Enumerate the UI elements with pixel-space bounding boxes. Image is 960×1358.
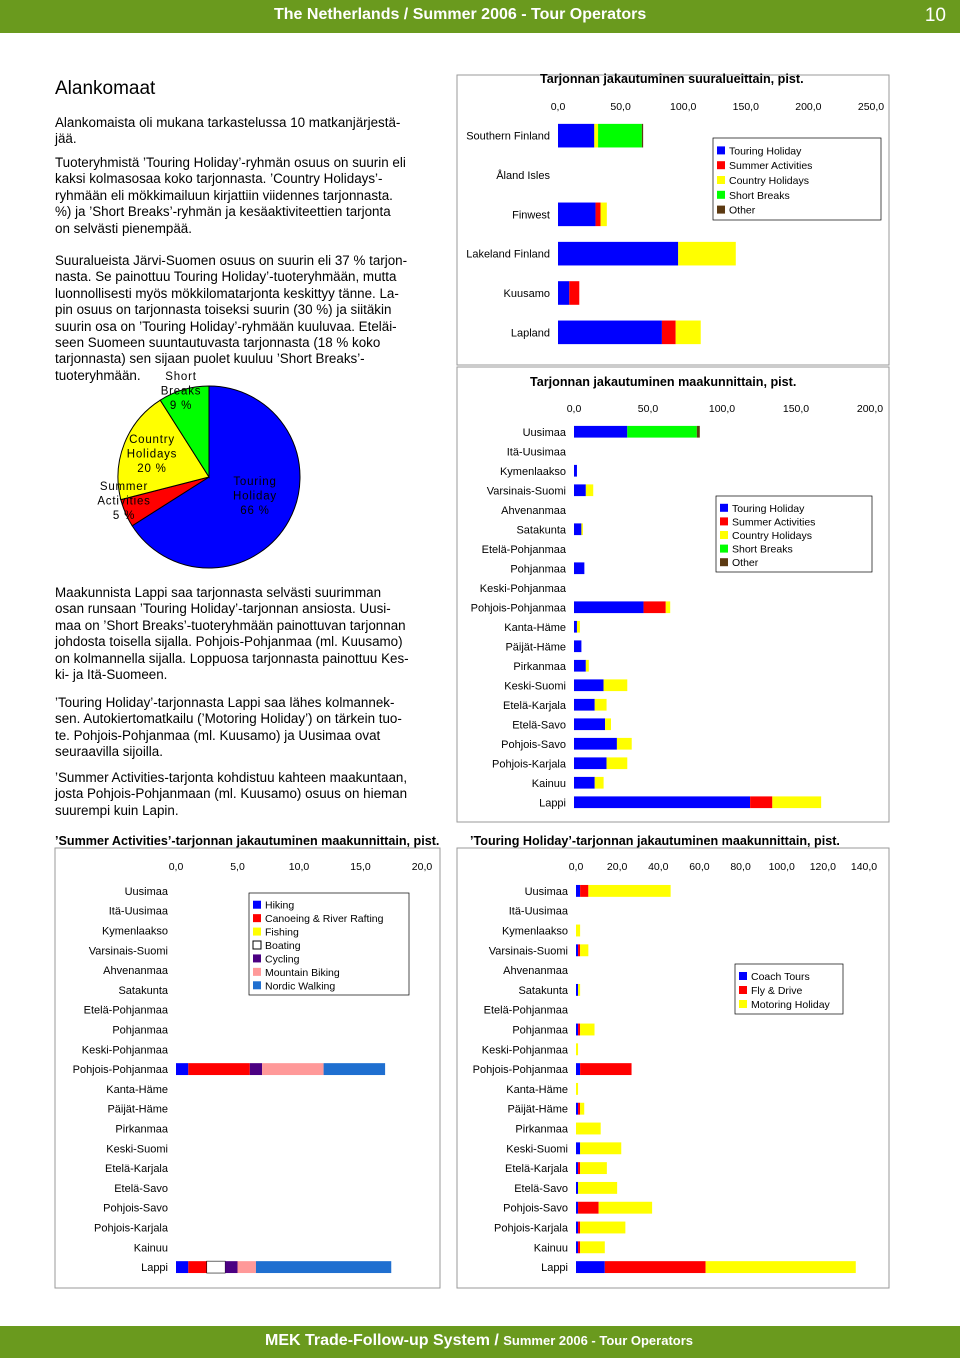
summer-bar-mountain-biking	[262, 1063, 324, 1075]
touring-category-label: Etelä-Karjala	[505, 1163, 568, 1176]
page-number: 10	[924, 5, 946, 26]
touring-bar-coach-tours	[576, 1202, 578, 1214]
paragraph-4: ’Touring Holiday’-tarjonnasta Lappi saa lähes kolmannek- sen. Autokiertomatkailu (’Motoring Holiday’) on tärkein tuo- te. Pohjois-Pohjanmaa (ml. Kuusamo) ja Uusimaa ovat seuraavilla sijoilla.	[55, 695, 402, 760]
summer-category-label: Varsinais-Suomi	[88, 945, 168, 958]
summer-title: ’Summer Activities’-tarjonnan jakautuminen maakunnittain, pist.	[55, 834, 440, 848]
regions-legend-label: Country Holidays	[729, 175, 809, 187]
footer-bar	[0, 1326, 960, 1358]
paragraph-0: Alankomaista oli mukana tarkastelussa 10 matkanjärjestä- jää.	[55, 115, 401, 147]
provinces-bar-touring-holiday	[574, 796, 750, 808]
provinces-bar-summer-activities	[750, 796, 772, 808]
touring-bar-coach-tours	[576, 1162, 578, 1174]
summer-bar-nordic-walking	[256, 1261, 391, 1273]
summer-category-label: Kainuu	[133, 1242, 168, 1255]
provinces-bar-country-holidays	[607, 757, 628, 769]
touring-category-label: Satakunta	[518, 984, 568, 997]
summer-category-label: Pirkanmaa	[115, 1123, 168, 1136]
summer-tick: 10,0	[288, 861, 310, 873]
regions-legend-swatch	[717, 176, 725, 184]
summer-category-label: Uusimaa	[124, 885, 168, 898]
summer-bar-hiking	[176, 1261, 188, 1273]
regions-bar-other	[642, 124, 643, 148]
regions-bar-touring-holiday	[558, 124, 594, 148]
provinces-bar-country-holidays	[586, 660, 589, 672]
provinces-bar-country-holidays	[617, 738, 632, 750]
provinces-legend-label: Summer Activities	[732, 516, 816, 529]
provinces-legend-swatch	[720, 558, 728, 566]
touring-tick: 140,0	[850, 861, 878, 873]
touring-bar-fly-drive	[578, 1222, 580, 1234]
paragraph-1: Tuoteryhmistä ’Touring Holiday’-ryhmän osuus on suurin eli kaksi kolmasosaa koko tarjonnasta. ’Country Holidays’- ryhmään eli mökkimailuun kirjattiin viidennes tarjonnasta. %) ja ’Short Breaks’-ryhmän ja kesäaktiviteettien tarjonta on selvästi pienempää.	[55, 155, 406, 236]
touring-bar-coach-tours	[576, 1024, 578, 1036]
provinces-bar-touring-holiday	[574, 640, 581, 652]
summer-legend-label: Mountain Biking	[265, 966, 340, 979]
provinces-bar-country-holidays	[586, 484, 593, 496]
provinces-bar-country-holidays	[595, 777, 604, 789]
summer-category-label: Päijät-Häme	[107, 1103, 168, 1116]
summer-legend-swatch	[253, 928, 261, 936]
provinces-bar-touring-holiday	[574, 718, 605, 730]
regions-legend-label: Touring Holiday	[729, 145, 802, 158]
footer-sub: Summer 2006 - Tour Operators	[503, 1333, 694, 1348]
provinces-bar-touring-holiday	[574, 562, 584, 574]
provinces-bar-other	[697, 426, 700, 438]
regions-tick: 150,0	[732, 101, 759, 113]
touring-category-label: Kanta-Häme	[506, 1083, 568, 1096]
summer-legend-swatch	[253, 981, 261, 989]
summer-legend-label: Canoeing & River Rafting	[265, 913, 384, 926]
summer-category-label: Kymenlaakso	[101, 925, 168, 938]
touring-bar-coach-tours	[576, 984, 578, 996]
provinces-bar-short-breaks	[627, 426, 697, 438]
touring-bar-fly-drive	[578, 944, 580, 956]
touring-category-label: Lappi	[541, 1262, 568, 1275]
provinces-bar-touring-holiday	[574, 465, 577, 477]
regions-bar-summer-activities	[662, 321, 676, 345]
provinces-tick: 50,0	[637, 403, 659, 415]
touring-bar-coach-tours	[576, 1182, 578, 1194]
provinces-category-label: Lappi	[539, 797, 566, 810]
touring-bar-fly-drive	[605, 1261, 706, 1273]
regions-legend-label: Summer Activities	[729, 160, 813, 173]
summer-legend-swatch	[253, 968, 261, 976]
regions-bar-country-holidays	[678, 242, 736, 266]
touring-bar-coach-tours	[576, 1063, 580, 1075]
summer-bar-boating	[207, 1261, 225, 1273]
touring-bar-motoring-holiday	[576, 1123, 601, 1135]
provinces-bar-touring-holiday	[574, 601, 644, 613]
summer-bar-cycling	[250, 1063, 262, 1075]
touring-category-label: Uusimaa	[524, 885, 568, 898]
provinces-legend-label: Country Holidays	[732, 530, 812, 542]
regions-legend-swatch	[717, 146, 725, 154]
paragraph-3: Maakunnista Lappi saa tarjonnasta selvästi suurimman osan runsaan ’Touring Holiday’-tarjonnan ansiosta. Uusi- maa on ’Short Breaks’-tuoteryhmään painottuvan tarjonnan johdosta toisella sijalla. Pohjois-Pohjanmaa (ml. Kuusamo) on kolmannella sijalla. Loppuosa tarjonnasta painottuu Kes- ki- ja Itä-Suomeen.	[55, 585, 409, 683]
pie-label: Short Breaks 9 %	[160, 371, 202, 412]
touring-category-label: Etelä-Savo	[514, 1182, 568, 1195]
touring-category-label: Pohjanmaa	[512, 1024, 568, 1037]
summer-bar-nordic-walking	[324, 1063, 386, 1075]
touring-bar-motoring-holiday	[580, 1222, 625, 1234]
provinces-bar-touring-holiday	[574, 426, 627, 438]
touring-category-label: Keski-Pohjanmaa	[481, 1044, 568, 1057]
summer-legend-label: Boating	[265, 940, 301, 952]
summer-legend-swatch	[253, 954, 261, 962]
provinces-bar-touring-holiday	[574, 757, 607, 769]
regions-tick: 0,0	[550, 101, 566, 113]
touring-category-label: Keski-Suomi	[506, 1143, 568, 1156]
regions-category-label: Åland Isles	[496, 170, 550, 182]
summer-category-label: Kanta-Häme	[106, 1083, 168, 1096]
regions-legend-swatch	[717, 206, 725, 214]
provinces-bar-touring-holiday	[574, 679, 604, 691]
touring-category-label: Pohjois-Karjala	[494, 1222, 568, 1235]
touring-category-label: Varsinais-Suomi	[488, 945, 568, 958]
provinces-tick: 0,0	[566, 403, 582, 415]
touring-bar-coach-tours	[576, 1142, 580, 1154]
regions-tick: 200,0	[795, 101, 822, 113]
regions-category-label: Southern Finland	[466, 130, 550, 143]
summer-legend-swatch	[253, 914, 261, 922]
summer-category-label: Etelä-Pohjanmaa	[83, 1004, 168, 1017]
touring-bar-fly-drive	[580, 1063, 631, 1075]
summer-tick: 15,0	[350, 861, 371, 873]
touring-tick: 40,0	[648, 861, 669, 873]
provinces-category-label: Pohjanmaa	[510, 563, 566, 576]
touring-bar-motoring-holiday	[576, 925, 580, 937]
touring-bar-motoring-holiday	[580, 1162, 607, 1174]
touring-bar-motoring-holiday	[588, 885, 670, 897]
provinces-legend-label: Other	[732, 557, 759, 570]
provinces-legend-label: Touring Holiday	[732, 502, 805, 515]
touring-bar-coach-tours	[576, 1222, 578, 1234]
regions-tick: 50,0	[610, 101, 631, 113]
provinces-category-label: Keski-Pohjanmaa	[479, 582, 566, 595]
summer-legend-label: Hiking	[265, 899, 295, 912]
regions-bar-touring-holiday	[558, 281, 569, 305]
regions-category-label: Lapland	[510, 327, 550, 340]
touring-category-label: Pohjois-Pohjanmaa	[472, 1064, 568, 1077]
touring-category-label: Kymenlaakso	[501, 925, 568, 938]
footer-main: MEK Trade-Follow-up System /	[265, 1332, 504, 1349]
paragraph-5: ’Summer Activities-tarjonta kohdistuu kahteen maakuntaan, josta Pohjois-Pohjanmaan (ml. Kuusamo) osuus on hieman suurempi kuin Lapin.	[55, 770, 408, 818]
provinces-category-label: Keski-Suomi	[504, 680, 566, 693]
regions-bar-touring-holiday	[558, 321, 662, 345]
summer-category-label: Pohjois-Pohjanmaa	[72, 1064, 168, 1077]
touring-bar-motoring-holiday	[706, 1261, 856, 1273]
pie-label: Summer Activities 5 %	[97, 481, 151, 522]
summer-legend-swatch	[253, 901, 261, 909]
touring-bar-coach-tours	[576, 944, 578, 956]
touring-bar-motoring-holiday	[576, 1043, 578, 1055]
touring-legend-swatch	[739, 1000, 747, 1008]
touring-title: ’Touring Holiday’-tarjonnan jakautuminen maakunnittain, pist.	[470, 834, 840, 848]
touring-bar-coach-tours	[576, 1261, 605, 1273]
provinces-category-label: Varsinais-Suomi	[486, 485, 566, 498]
summer-legend-swatch	[253, 941, 261, 949]
summer-bar-mountain-biking	[238, 1261, 256, 1273]
provinces-category-label: Uusimaa	[522, 426, 566, 439]
provinces-category-label: Kymenlaakso	[499, 465, 566, 478]
touring-tick: 20,0	[606, 861, 628, 873]
touring-category-label: Itä-Uusimaa	[508, 905, 568, 918]
provinces-category-label: Ahvenanmaa	[501, 504, 566, 517]
touring-bar-fly-drive	[578, 1241, 580, 1253]
provinces-category-label: Etelä-Karjala	[503, 699, 566, 712]
touring-category-label: Etelä-Pohjanmaa	[483, 1004, 568, 1017]
provinces-category-label: Kainuu	[531, 777, 566, 790]
touring-bar-coach-tours	[576, 1103, 578, 1115]
touring-bar-motoring-holiday	[578, 1182, 617, 1194]
paragraph-2: Suuralueista Järvi-Suomen osuus on suurin eli 37 % tarjon- nasta. Se painottuu Touring Holiday’-tuoteryhmään, mutta luonnollisesti myös mökkilomatarjonta keskittyy tänne. La- pin osuus on tarjonnasta toiseksi suurin (30 %) ja siitäkin suurin osa on ’Touring Holiday’-ryhmään kuuluvaa. Eteläi- seen Suomeen suuntautuvasta tarjonnasta (18 % koko tarjonnasta) sen sijaan puolet kuuluu ’Short Breaks’- tuoteryhmään.	[55, 253, 408, 383]
touring-bar-fly-drive	[578, 1162, 580, 1174]
provinces-bar-touring-holiday	[574, 523, 581, 535]
summer-category-label: Etelä-Karjala	[105, 1163, 168, 1176]
provinces-bar-country-holidays	[581, 523, 582, 535]
regions-legend-swatch	[717, 191, 725, 199]
regions-bar-summer-activities	[569, 281, 579, 305]
touring-bar-coach-tours	[576, 885, 580, 897]
touring-legend-label: Motoring Holiday	[751, 999, 830, 1011]
provinces-category-label: Kanta-Häme	[504, 621, 566, 634]
touring-category-label: Pirkanmaa	[515, 1123, 568, 1136]
touring-bar-fly-drive	[578, 1024, 580, 1036]
footer-title	[265, 1332, 693, 1350]
provinces-category-label: Etelä-Pohjanmaa	[481, 543, 566, 556]
provinces-tick: 150,0	[782, 403, 810, 415]
touring-tick: 0,0	[568, 861, 584, 873]
provinces-bar-country-holidays	[772, 796, 821, 808]
touring-bar-motoring-holiday	[576, 1083, 578, 1095]
provinces-legend-swatch	[720, 531, 728, 539]
regions-bar-touring-holiday	[558, 203, 596, 227]
touring-bar-fly-drive	[578, 1103, 580, 1115]
provinces-bar-touring-holiday	[574, 621, 577, 633]
summer-category-label: Pohjanmaa	[112, 1024, 168, 1037]
touring-bar-motoring-holiday	[599, 1202, 652, 1214]
regions-category-label: Lakeland Finland	[466, 248, 550, 261]
touring-category-label: Ahvenanmaa	[503, 965, 568, 978]
touring-bar-motoring-holiday	[580, 1241, 605, 1253]
touring-category-label: Kainuu	[533, 1242, 568, 1255]
provinces-legend-swatch	[720, 517, 728, 525]
regions-title: Tarjonnan jakautuminen suuralueittain, pist.	[540, 72, 804, 86]
summer-bar-canoeing-river-rafting	[188, 1063, 250, 1075]
summer-category-label: Keski-Pohjanmaa	[81, 1044, 168, 1057]
regions-legend-label: Short Breaks	[729, 189, 790, 202]
touring-tick: 80,0	[730, 861, 751, 873]
pie-label: Country Holidays 20 %	[126, 434, 178, 475]
touring-bar-motoring-holiday	[580, 944, 588, 956]
regions-bar-short-breaks	[598, 124, 642, 148]
regions-bar-summer-activities	[596, 203, 601, 227]
provinces-bar-touring-holiday	[574, 738, 617, 750]
touring-bar-fly-drive	[580, 885, 588, 897]
summer-category-label: Itä-Uusimaa	[108, 905, 168, 918]
touring-legend-label: Coach Tours	[751, 971, 810, 983]
touring-legend-swatch	[739, 986, 747, 994]
provinces-bar-touring-holiday	[574, 699, 595, 711]
touring-bar-motoring-holiday	[580, 1103, 584, 1115]
touring-bar-motoring-holiday	[580, 1142, 621, 1154]
summer-category-label: Etelä-Savo	[114, 1182, 168, 1195]
summer-category-label: Pohjois-Karjala	[94, 1222, 168, 1235]
provinces-bar-country-holidays	[595, 699, 607, 711]
provinces-bar-summer-activities	[644, 601, 666, 613]
summer-category-label: Ahvenanmaa	[103, 965, 168, 978]
provinces-tick: 200,0	[856, 403, 884, 415]
regions-bar-country-holidays	[601, 203, 607, 227]
header-title: The Netherlands / Summer 2006 - Tour Operators	[274, 6, 647, 23]
summer-category-label: Lappi	[141, 1262, 168, 1275]
pie-label: Touring Holiday 66 %	[233, 476, 277, 517]
provinces-category-label: Pohjois-Karjala	[492, 758, 566, 771]
summer-category-label: Pohjois-Savo	[103, 1202, 168, 1215]
provinces-bar-country-holidays	[604, 679, 628, 691]
touring-tick: 100,0	[768, 861, 795, 873]
provinces-category-label: Pirkanmaa	[513, 660, 566, 673]
provinces-legend-swatch	[720, 504, 728, 512]
provinces-legend-swatch	[720, 545, 728, 553]
section-heading: Alankomaat	[55, 78, 156, 99]
regions-bar-country-holidays	[676, 321, 701, 345]
provinces-bar-country-holidays	[605, 718, 611, 730]
touring-category-label: Pohjois-Savo	[503, 1202, 568, 1215]
touring-bar-motoring-holiday	[578, 984, 580, 996]
touring-bar-coach-tours	[576, 1241, 578, 1253]
touring-category-label: Päijät-Häme	[507, 1103, 568, 1116]
regions-category-label: Finwest	[512, 209, 550, 222]
summer-legend-label: Nordic Walking	[265, 980, 336, 993]
summer-bar-cycling	[225, 1261, 237, 1273]
provinces-category-label: Päijät-Häme	[505, 641, 566, 654]
touring-tick: 120,0	[809, 861, 836, 873]
summer-tick: 0,0	[168, 861, 184, 873]
regions-bar-country-holidays	[594, 124, 598, 148]
touring-tick: 60,0	[689, 861, 710, 873]
provinces-category-label: Itä-Uusimaa	[506, 446, 566, 459]
provinces-category-label: Pohjois-Savo	[501, 738, 566, 751]
provinces-bar-country-holidays	[666, 601, 670, 613]
provinces-category-label: Satakunta	[516, 524, 566, 537]
provinces-category-label: Etelä-Savo	[512, 719, 566, 732]
summer-bar-canoeing-river-rafting	[188, 1261, 206, 1273]
touring-legend-label: Fly & Drive	[751, 985, 803, 997]
touring-bar-fly-drive	[578, 1202, 599, 1214]
provinces-category-label: Pohjois-Pohjanmaa	[470, 602, 566, 615]
summer-category-label: Satakunta	[118, 984, 168, 997]
summer-bar-hiking	[176, 1063, 188, 1075]
provinces-bar-touring-holiday	[574, 660, 586, 672]
provinces-legend-label: Short Breaks	[732, 543, 793, 556]
provinces-bar-touring-holiday	[574, 484, 586, 496]
provinces-bar-country-holidays	[577, 621, 580, 633]
provinces-title: Tarjonnan jakautuminen maakunnittain, pist.	[530, 375, 797, 389]
summer-legend-label: Cycling	[265, 953, 300, 966]
regions-category-label: Kuusamo	[503, 288, 550, 300]
provinces-bar-touring-holiday	[574, 777, 595, 789]
regions-bar-touring-holiday	[558, 242, 678, 266]
regions-tick: 100,0	[670, 101, 697, 113]
regions-tick: 250,0	[857, 101, 885, 113]
regions-legend-swatch	[717, 161, 725, 169]
summer-category-label: Keski-Suomi	[106, 1143, 168, 1156]
touring-legend-swatch	[739, 972, 747, 980]
touring-bar-motoring-holiday	[580, 1024, 594, 1036]
provinces-tick: 100,0	[708, 403, 736, 415]
summer-tick: 5,0	[230, 861, 245, 873]
summer-tick: 20,0	[411, 861, 433, 873]
regions-legend-label: Other	[729, 204, 756, 217]
summer-legend-label: Fishing	[265, 926, 299, 939]
